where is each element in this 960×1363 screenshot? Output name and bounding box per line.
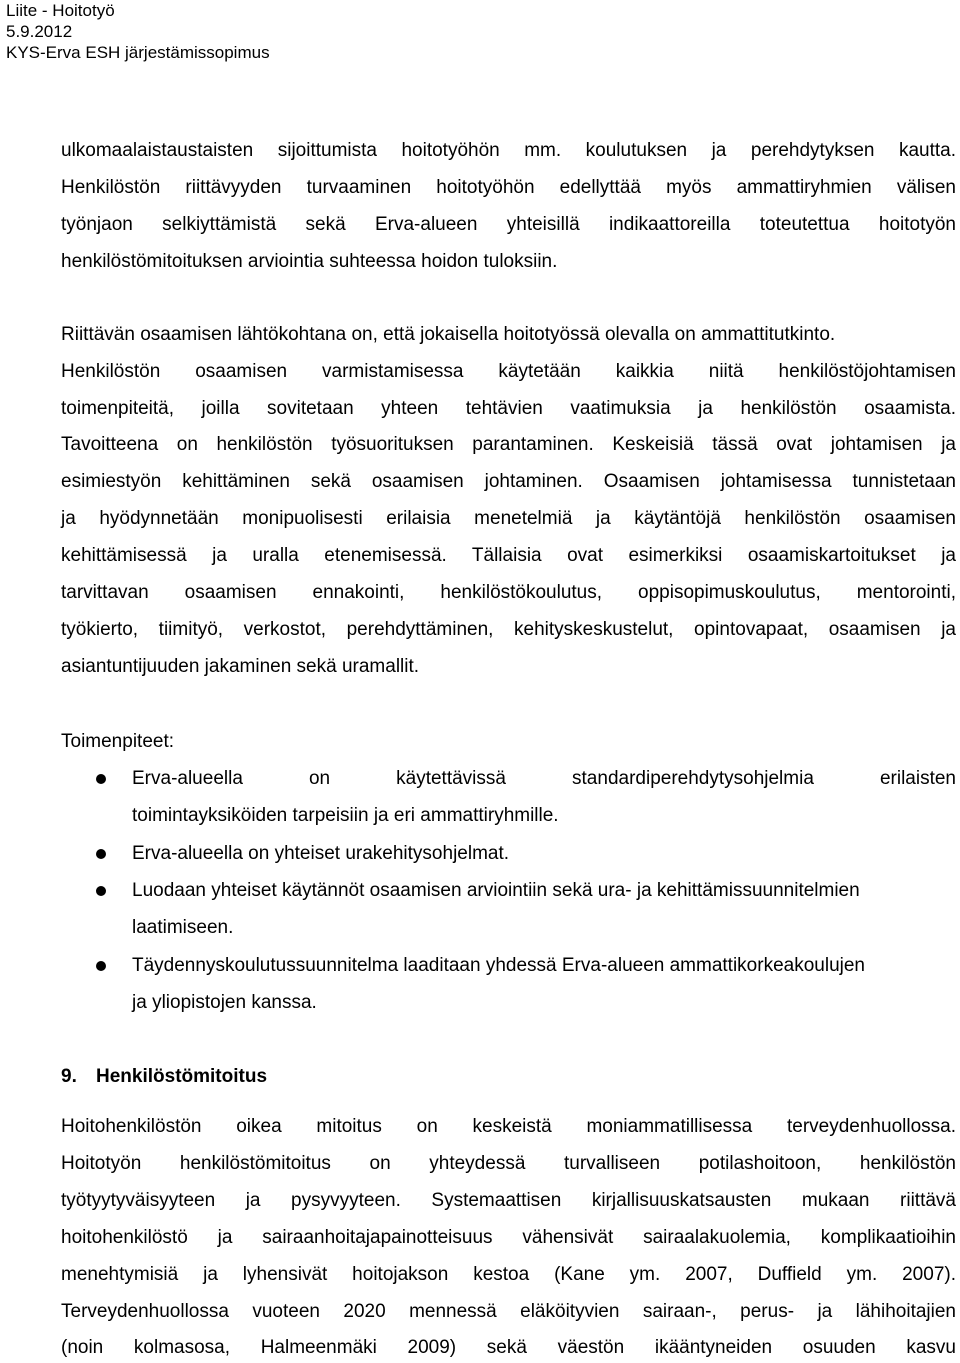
section-number: 9. <box>61 1066 77 1087</box>
text-line: ja hyödynnetään monipuolisesti erilaisia menetelmiä ja käytäntöjä henkilöstön osaamisen <box>61 508 956 529</box>
header-attachment-title: Liite - Hoitotyö <box>6 1 115 20</box>
list-item-line: laatimiseen. <box>132 917 234 938</box>
text-line: henkilöstömitoituksen arviointia suhteessa hoidon tuloksiin. <box>61 251 558 272</box>
document-header <box>6 0 270 63</box>
list-item-line: Täydennyskoulutussuunnitelma laaditaan yhdessä Erva-alueen ammattikorkeakoulujen <box>132 955 865 976</box>
text-line: kehittämisessä ja uralla etenemisessä. Tällaisia ovat esimerkiksi osaamiskartoitukset ja <box>61 545 956 566</box>
text-line: Henkilöstön riittävyyden turvaaminen hoitotyöhön edellyttää myös ammattiryhmien välisen <box>61 177 956 198</box>
text-line: Henkilöstön osaamisen varmistamisessa käytetään kaikkia niitä henkilöstöjohtamisen <box>61 361 956 382</box>
text-line: asiantuntijuuden jakaminen sekä uramallit. <box>61 656 420 677</box>
text-line: Terveydenhuollossa vuoteen 2020 mennessä eläköityvien sairaan-, perus- ja lähihoitajien <box>61 1301 956 1322</box>
text-line: (noin kolmasosa, Halmeenmäki 2009) sekä väestön ikääntyneiden osuuden kasvu <box>61 1337 956 1358</box>
text-line: työnjaon selkiyttämistä sekä Erva-alueen yhteisillä indikaattoreilla toteutettua hoitotyön <box>61 214 956 235</box>
measures-label: Toimenpiteet: <box>61 731 175 752</box>
list-item-line: toimintayksiköiden tarpeisiin ja eri ammattiryhmille. <box>132 805 559 826</box>
text-line: hoitohenkilöstö ja sairaanhoitajapainotteisuus vähensivät sairaalakuolemia, komplikaatioihin <box>61 1227 956 1248</box>
bullet-icon <box>96 961 106 971</box>
text-line: työkierto, tiimityö, verkostot, perehdyttäminen, kehityskeskustelut, opintovapaat, osaamisen ja <box>61 619 956 640</box>
bullet-icon <box>96 849 106 859</box>
text-line: Tavoitteena on henkilöstön työsuorituksen parantaminen. Keskeisiä tässä ovat johtamisen ja <box>61 434 956 455</box>
text-line: Hoitohenkilöstön oikea mitoitus on keskeistä moniammatillisessa terveydenhuollossa. <box>61 1116 956 1137</box>
text-line: tarvittavan osaamisen ennakointi, henkilöstökoulutus, oppisopimuskoulutus, mentorointi, <box>61 582 956 603</box>
text-line: toimenpiteitä, joilla sovitetaan yhteen tehtävien vaatimuksia ja henkilöstön osaamista. <box>61 398 956 419</box>
text-line: Hoitotyön henkilöstömitoitus on yhteydessä turvalliseen potilashoitoon, henkilöstön <box>61 1153 956 1174</box>
text-line: Riittävän osaamisen lähtökohtana on, että jokaisella hoitotyössä olevalla on ammattitutkinto. <box>61 324 836 345</box>
list-item-line: Luodaan yhteiset käytännöt osaamisen arviointiin sekä ura- ja kehittämissuunnitelmien <box>132 880 860 901</box>
text-line: ulkomaalaistaustaisten sijoittumista hoitotyöhön mm. koulutuksen ja perehdytyksen kautta. <box>61 140 956 161</box>
section-heading <box>61 1065 267 1089</box>
text-line: esimiestyön kehittäminen sekä osaamisen johtaminen. Osaamisen johtamisessa tunnistetaan <box>61 471 956 492</box>
bullet-icon <box>96 774 106 784</box>
header-agreement-title: KYS-Erva ESH järjestämissopimus <box>6 43 270 62</box>
header-date: 5.9.2012 <box>6 22 73 41</box>
list-item-line: Erva-alueella on käytettävissä standardiperehdytysohjelmia erilaisten <box>132 768 956 789</box>
list-item-line: ja yliopistojen kanssa. <box>132 992 317 1013</box>
text-line: työtyytyväisyyteen ja pysyvyyteen. Systemaattisen kirjallisuuskatsausten mukaan riittävä <box>61 1190 956 1211</box>
text-line: menehtymisiä ja lyhensivät hoitojakson kestoa (Kane ym. 2007, Duffield ym. 2007). <box>61 1264 956 1285</box>
list-item-line: Erva-alueella on yhteiset urakehitysohjelmat. <box>132 843 510 864</box>
bullet-icon <box>96 886 106 896</box>
section-title: Henkilöstömitoitus <box>96 1066 268 1087</box>
